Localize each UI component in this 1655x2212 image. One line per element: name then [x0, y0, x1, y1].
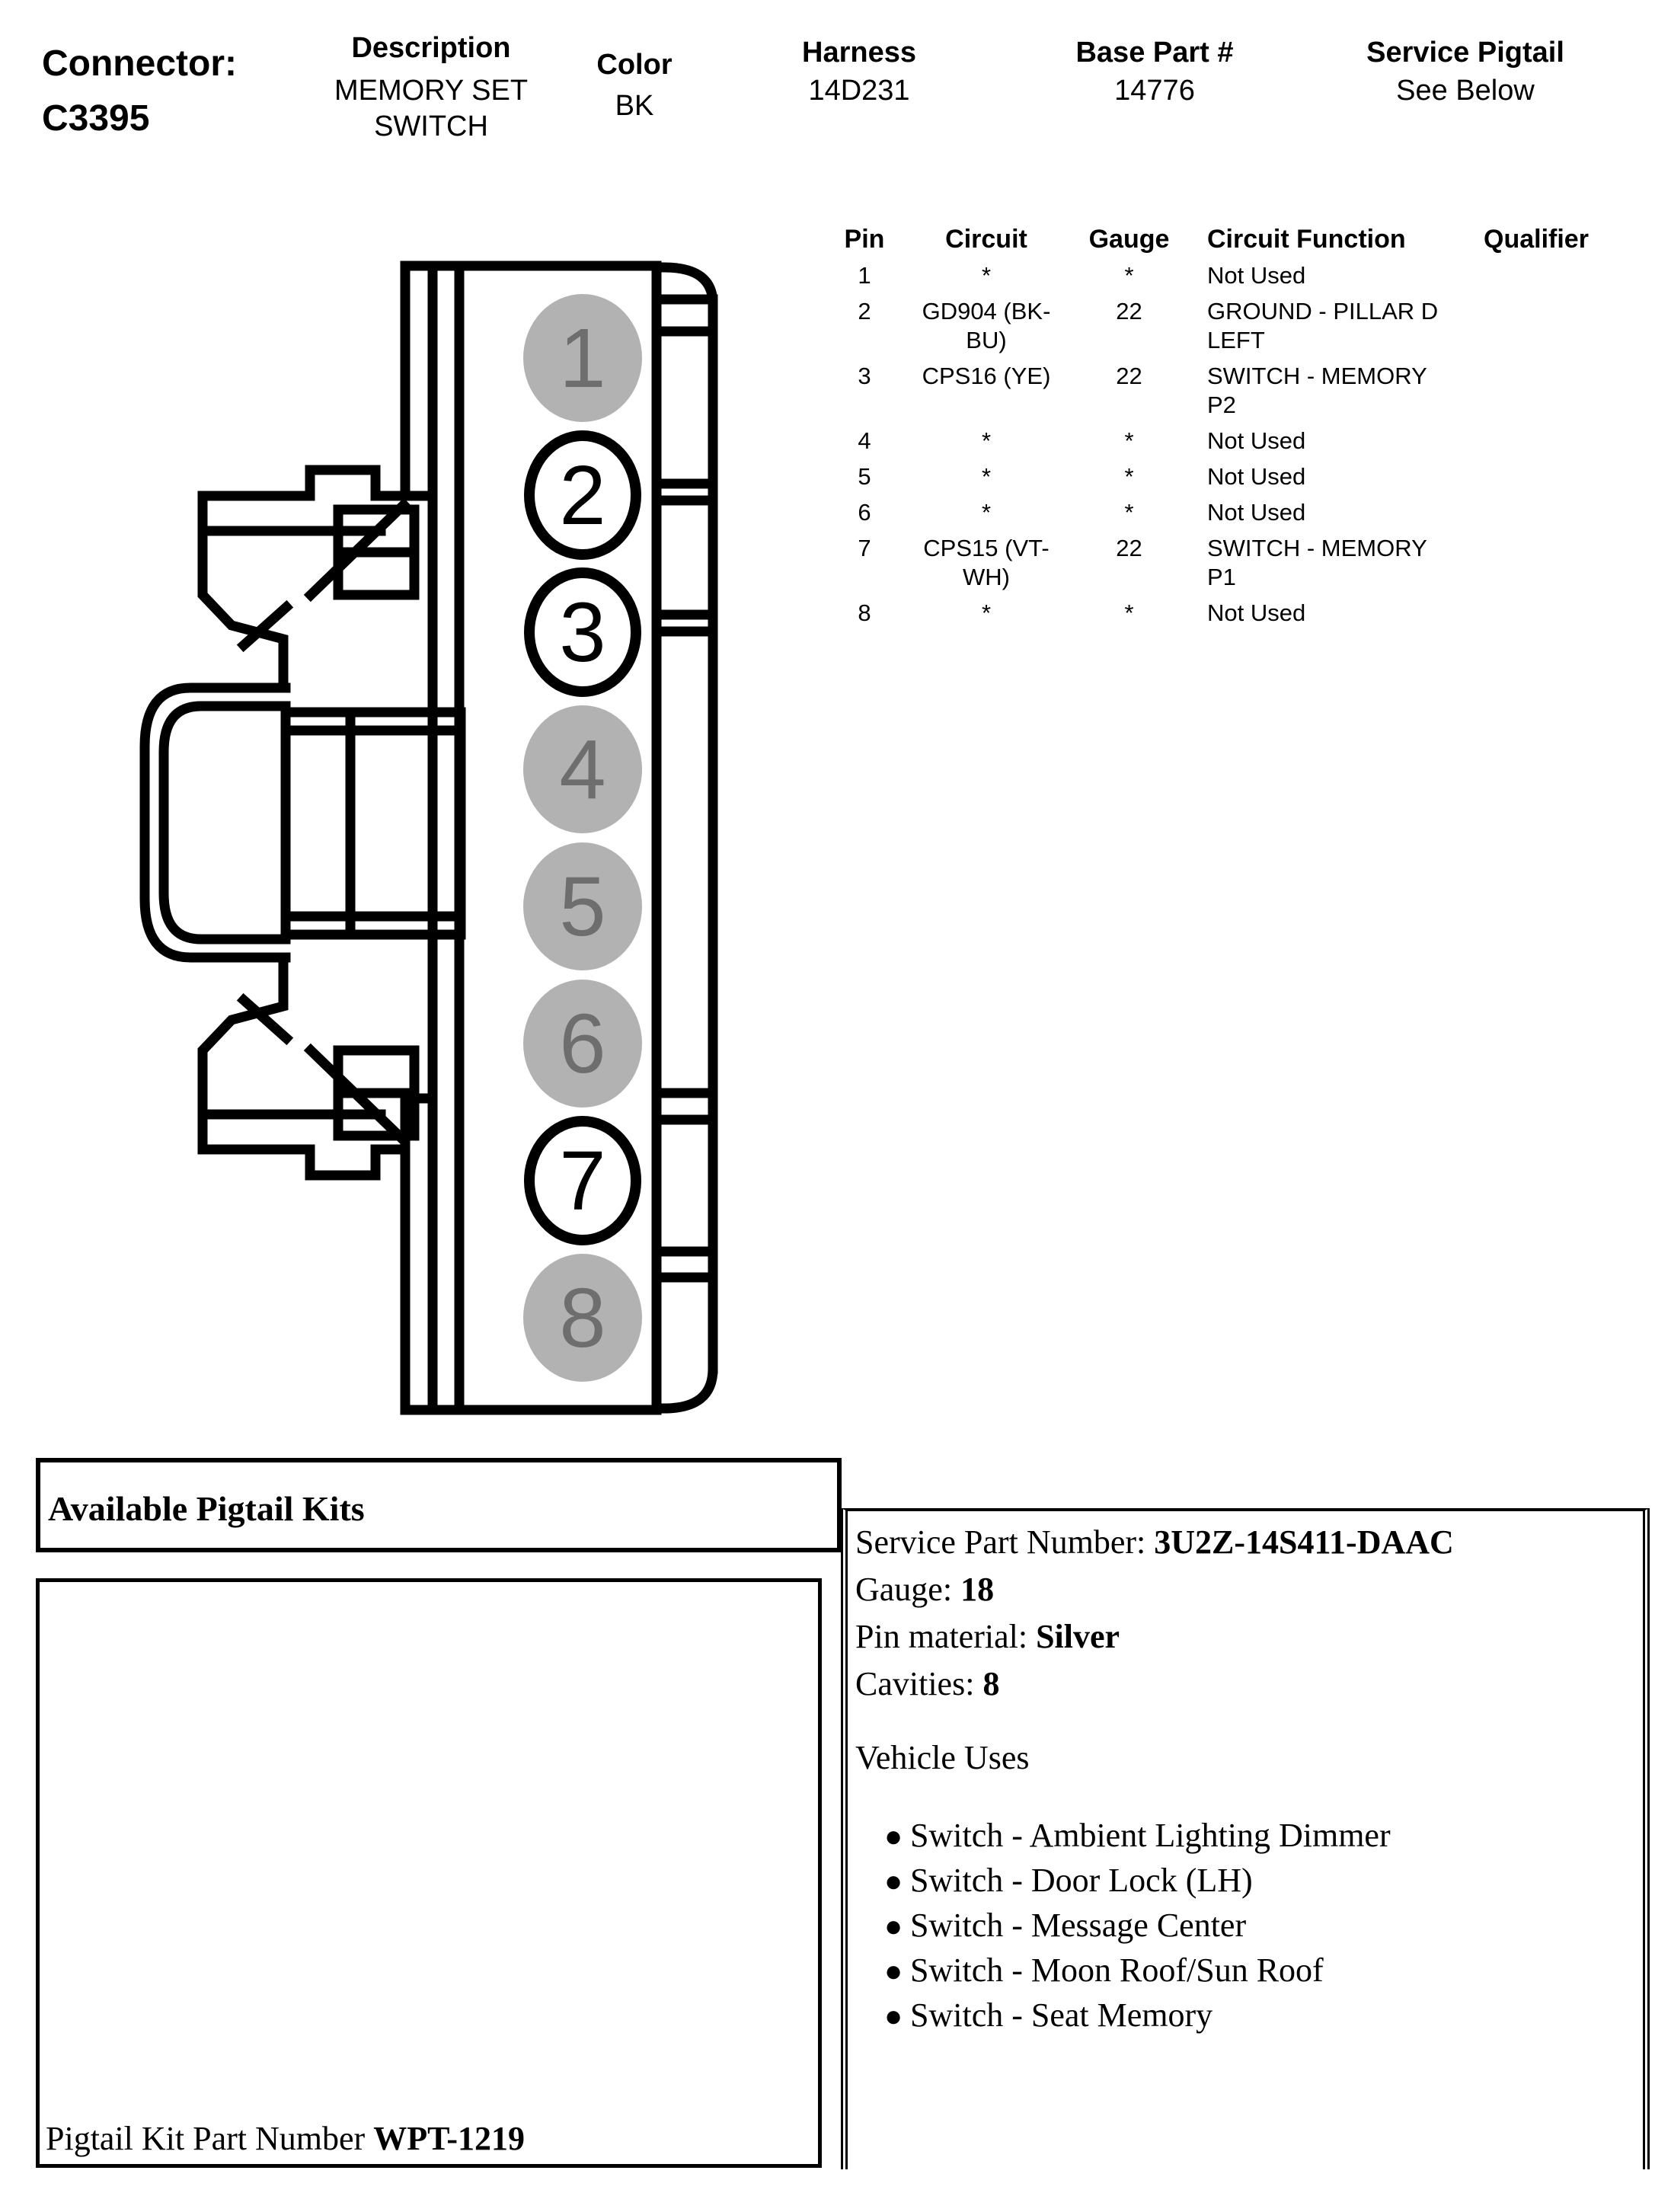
cell-circuit-function: SWITCH - MEMORY P1	[1207, 535, 1427, 590]
cell-pin: 6	[858, 499, 871, 526]
vehicle-use-text: Switch - Moon Roof/Sun Roof	[910, 1951, 1324, 1989]
base-part-value: 14776	[1114, 75, 1195, 107]
cell-pin: 5	[858, 463, 871, 490]
service-part-details	[855, 1519, 1635, 1708]
vehicle-use-text: Switch - Ambient Lighting Dimmer	[910, 1817, 1391, 1854]
pin-table-row	[838, 427, 1655, 456]
detail-value: Silver	[1036, 1618, 1120, 1655]
cell-gauge: 22	[1116, 298, 1142, 324]
vehicle-uses-title: Vehicle Uses	[855, 1739, 1030, 1776]
pin-table	[838, 223, 1655, 635]
header-col-service-pigtail	[1328, 35, 1602, 107]
connector-outline	[145, 266, 713, 1410]
cell-circuit: *	[981, 599, 992, 626]
cell-circuit: CPS15 (VT-WH)	[923, 535, 1050, 590]
pin-1-number: 1	[559, 312, 606, 405]
connector-id: C3395	[42, 98, 150, 139]
detail-label: Cavities:	[855, 1665, 983, 1702]
detail-value: 8	[982, 1665, 1000, 1702]
pin-table-row	[838, 498, 1655, 527]
cell-gauge: *	[1124, 499, 1134, 526]
detail-line	[855, 1519, 1635, 1566]
cell-pin: 2	[858, 298, 871, 324]
color-value: BK	[615, 90, 654, 122]
connector-diagram	[129, 255, 746, 1421]
pigtail-kit-box	[36, 1578, 822, 2168]
cell-gauge: *	[1124, 463, 1134, 490]
pin-table-header-cell: Circuit	[945, 225, 1027, 254]
harness-value: 14D231	[808, 75, 910, 107]
cell-qualifier	[1451, 599, 1655, 628]
cell-circuit: *	[981, 463, 992, 490]
pin-7-number: 7	[559, 1134, 606, 1228]
cell-circuit-function: Not Used	[1207, 599, 1306, 626]
vehicle-use-item	[884, 1859, 1635, 1904]
cell-pin: 4	[858, 427, 871, 454]
cell-circuit: *	[981, 499, 992, 526]
color-label: Color	[596, 49, 673, 81]
pin-table-header	[838, 223, 1655, 255]
detail-line	[855, 1661, 1635, 1708]
cell-gauge: *	[1124, 262, 1134, 289]
vehicle-use-text: Switch - Message Center	[910, 1907, 1247, 1944]
cell-circuit-function: Not Used	[1207, 499, 1306, 526]
pin-table-body	[838, 261, 1655, 628]
pin-table-row	[838, 261, 1655, 290]
pin-table-row	[838, 462, 1655, 491]
detail-label: Service Part Number:	[855, 1523, 1155, 1561]
pin-8-number: 8	[559, 1271, 606, 1365]
pin-6-number: 6	[559, 997, 606, 1091]
available-pigtail-kits-box	[36, 1458, 842, 1552]
service-pigtail-label: Service Pigtail	[1366, 37, 1564, 69]
connector-label: Connector:	[42, 43, 237, 84]
pin-table-header-cell: Circuit Function	[1207, 225, 1406, 254]
header-col-harness	[745, 35, 973, 107]
cell-circuit-function: SWITCH - MEMORY P2	[1207, 363, 1427, 418]
cell-circuit-function: Not Used	[1207, 262, 1306, 289]
cell-qualifier	[1451, 427, 1655, 456]
cell-pin: 1	[858, 262, 871, 289]
pin-table-row	[838, 297, 1655, 355]
cell-qualifier	[1451, 261, 1655, 290]
service-part-panel	[841, 1508, 1650, 2169]
header-col-color	[558, 47, 711, 122]
detail-value: 18	[960, 1571, 995, 1608]
vehicle-use-text: Switch - Door Lock (LH)	[910, 1862, 1253, 1899]
base-part-label: Base Part #	[1075, 37, 1234, 69]
pin-table-header-cell: Qualifier	[1484, 225, 1589, 254]
cell-circuit-function: GROUND - PILLAR D LEFT	[1207, 298, 1439, 353]
pin-4-number: 4	[559, 723, 606, 817]
cell-circuit: CPS16 (YE)	[922, 363, 1051, 389]
header-col-base-part	[1025, 35, 1284, 107]
cell-qualifier	[1451, 498, 1655, 527]
vehicle-use-item	[884, 1993, 1635, 2038]
detail-line	[855, 1566, 1635, 1613]
cell-circuit: *	[981, 427, 992, 454]
pin-3-number: 3	[559, 586, 606, 679]
service-pigtail-value: See Below	[1396, 75, 1535, 107]
cell-circuit: *	[981, 262, 992, 289]
cell-qualifier	[1451, 462, 1655, 491]
header-col-description	[294, 30, 568, 142]
cell-qualifier	[1451, 297, 1655, 355]
bullet-icon: ●	[884, 1909, 903, 1943]
cell-gauge: *	[1124, 599, 1134, 626]
detail-line	[855, 1613, 1635, 1661]
harness-label: Harness	[802, 37, 916, 69]
vehicle-uses-list	[855, 1814, 1635, 2038]
pigtail-kit-number: WPT-1219	[373, 2120, 526, 2157]
cell-qualifier	[1451, 534, 1655, 592]
cell-gauge: *	[1124, 427, 1134, 454]
cell-circuit-function: Not Used	[1207, 463, 1306, 490]
description-label: Description	[351, 32, 511, 64]
cell-circuit: GD904 (BK-BU)	[922, 298, 1051, 353]
detail-value: 3U2Z-14S411-DAAC	[1154, 1523, 1454, 1561]
pin-circles	[523, 294, 642, 1382]
pin-table-header-cell: Gauge	[1088, 225, 1170, 254]
pin-2-number: 2	[559, 449, 606, 542]
cell-pin: 8	[858, 599, 871, 626]
description-value: MEMORY SET SWITCH	[334, 75, 529, 142]
cell-pin: 3	[858, 363, 871, 389]
pin-table-header-cell: Pin	[844, 225, 885, 254]
detail-label: Pin material:	[855, 1618, 1037, 1655]
vehicle-use-item	[884, 1904, 1635, 1948]
pigtail-kit-part-number-line	[46, 2119, 525, 2158]
cell-qualifier	[1451, 362, 1655, 420]
bullet-icon: ●	[884, 1864, 903, 1898]
cell-circuit-function: Not Used	[1207, 427, 1306, 454]
connector-heading	[42, 37, 237, 146]
vehicle-use-item	[884, 1814, 1635, 1859]
pin-table-row	[838, 534, 1655, 592]
cell-pin: 7	[858, 535, 871, 561]
bullet-icon: ●	[884, 1819, 903, 1853]
bullet-icon: ●	[884, 1954, 903, 1988]
vehicle-use-text: Switch - Seat Memory	[910, 1996, 1213, 2034]
pin-5-number: 5	[559, 860, 606, 954]
pigtail-kit-label: Pigtail Kit Part Number	[46, 2120, 366, 2157]
pin-table-row	[838, 599, 1655, 628]
cell-gauge: 22	[1116, 535, 1142, 561]
cell-gauge: 22	[1116, 363, 1142, 389]
available-pigtail-kits-title: Available Pigtail Kits	[48, 1489, 365, 1528]
detail-label: Gauge:	[855, 1571, 961, 1608]
bullet-icon: ●	[884, 1999, 903, 2033]
vehicle-use-item	[884, 1948, 1635, 1993]
pin-table-row	[838, 362, 1655, 420]
